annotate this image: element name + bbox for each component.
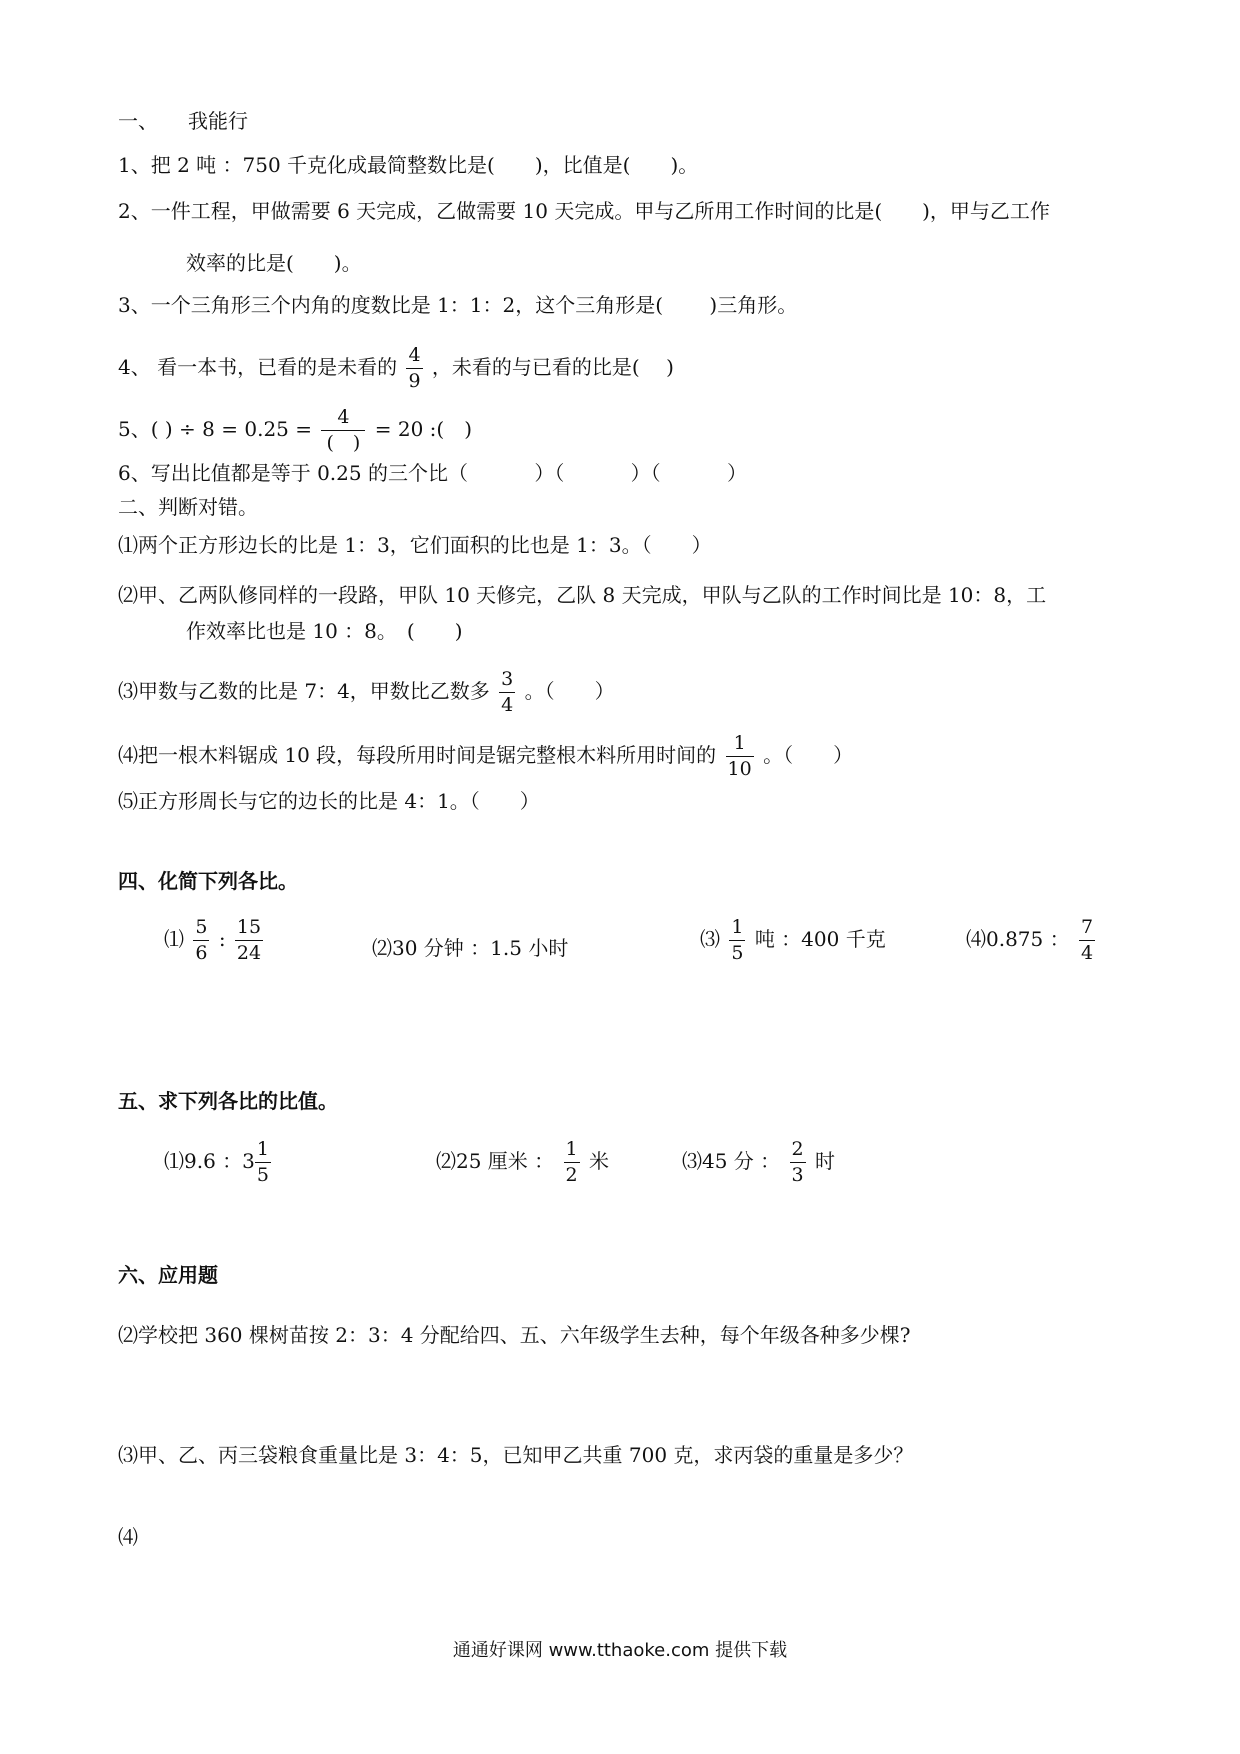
application-2: ⑵学校把 360 棵树苗按 2：3：4 分配给四、五、六年级学生去种，每个年级各种多少棵? — [118, 1323, 911, 1347]
simplify-1 — [164, 918, 266, 963]
fraction-numerator: 5 — [195, 916, 208, 938]
footer-credit: 通通好课网 www.tthaoke.com 提供下载 — [452, 1640, 788, 1661]
fraction-denominator: 10 — [727, 758, 752, 780]
fraction-numerator: 1 — [733, 732, 746, 754]
question-1: 1、把 2 吨 ：750 千克化成最简整数比是( )，比值是( )。 — [118, 153, 699, 177]
fraction-numerator: 3 — [501, 668, 514, 690]
application-4: ⑷ — [118, 1525, 138, 1549]
simplify-4-text: ⑷0.875 ： — [966, 927, 1070, 951]
ratio-value-3-text: ⑶45 分 ： — [682, 1149, 781, 1173]
fraction-denominator: 3 — [791, 1164, 804, 1186]
judge-5: ⑸正方形周长与它的边长的比是 4：1。（ ） — [118, 789, 540, 813]
judge-4-text: ⑷把一根木料锯成 10 段，每段所用时间是锯完整根木料所用时间的 — [118, 743, 717, 767]
fraction-denominator: 2 — [565, 1164, 578, 1186]
judge-2-line-2: 作效率比也是 10 ：8。 ( ) — [186, 619, 463, 643]
fraction-numerator: 1 — [565, 1138, 578, 1160]
question-2-line-2: 效率的比是( )。 — [186, 251, 362, 275]
fraction-numerator: 15 — [236, 916, 262, 938]
judge-2-line-1: ⑵甲、乙两队修同样的一段路，甲队 10 天修完，乙队 8 天完成，甲队与乙队的工作时间比是 10：8，工 — [118, 583, 1047, 607]
fraction-numerator: 1 — [256, 1138, 269, 1160]
simplify-3 — [700, 918, 886, 963]
section-1-title: 一、 我能行 — [118, 109, 248, 133]
fraction-numerator: 4 — [337, 406, 350, 428]
fraction-denominator: 5 — [731, 942, 744, 964]
fraction-numerator: 4 — [408, 344, 421, 366]
section-4-title: 四、化简下列各比。 — [118, 869, 298, 893]
judge-4-fraction — [726, 734, 754, 779]
judge-3 — [118, 670, 615, 715]
ratio-value-2-fraction — [564, 1140, 580, 1185]
question-6: 6、写出比值都是等于 0.25 的三个比（ ）（ ）（ ） — [118, 461, 748, 485]
section-2-title: 二、判断对错。 — [118, 495, 258, 519]
application-3: ⑶甲、乙、丙三袋粮食重量比是 3：4：5，已知甲乙共重 700 克，求丙袋的重量是多少？ — [118, 1443, 914, 1467]
fraction-denominator: 9 — [408, 370, 421, 392]
simplify-1-label: ⑴ — [164, 927, 184, 951]
question-4-tail: ，未看的与已看的比是( ) — [431, 355, 674, 379]
judge-4-tail: 。（ ） — [763, 743, 854, 767]
fraction-numerator: 1 — [731, 916, 744, 938]
ratio-value-2-tail: 米 — [588, 1149, 609, 1173]
ratio-value-2-text: ⑵25 厘米 ： — [436, 1149, 555, 1173]
judge-4 — [118, 734, 853, 779]
simplify-1-fraction-a — [193, 918, 209, 963]
ratio-value-1 — [164, 1140, 274, 1185]
judge-1: ⑴两个正方形边长的比是 1：3，它们面积的比也是 1：3。（ ） — [118, 533, 712, 557]
fraction-numerator: 7 — [1080, 916, 1094, 938]
ratio-value-3 — [682, 1140, 835, 1185]
question-4-fraction — [406, 346, 422, 391]
question-5 — [118, 408, 472, 453]
ratio-value-1-fraction — [255, 1140, 271, 1185]
simplify-1-fraction-b — [235, 918, 263, 963]
ratio-value-1-text: ⑴9.6 ：3 — [164, 1149, 255, 1173]
simplify-4 — [966, 918, 1098, 963]
simplify-4-fraction — [1079, 918, 1095, 963]
fraction-denominator: ( ) — [321, 430, 365, 453]
fraction-denominator: 6 — [195, 942, 208, 964]
simplify-3-tail: 吨 ：400 千克 — [754, 927, 886, 951]
ratio-value-3-tail: 时 — [814, 1149, 835, 1173]
ratio-value-2 — [436, 1140, 609, 1185]
fraction-denominator: 4 — [1080, 942, 1094, 964]
question-4 — [118, 346, 674, 391]
question-5-text: 5、( ) ÷ 8 = 0.25 = — [118, 417, 313, 441]
fraction-numerator: 2 — [791, 1138, 804, 1160]
question-2-line-1: 2、一件工程，甲做需要 6 天完成，乙做需要 10 天完成。甲与乙所用工作时间的比是( )，甲与乙工作 — [118, 199, 1050, 223]
fraction-denominator: 4 — [501, 694, 514, 716]
judge-3-text: ⑶甲数与乙数的比是 7：4，甲数比乙数多 — [118, 679, 490, 703]
judge-3-fraction — [499, 670, 515, 715]
simplify-2: ⑵30 分钟 ：1.5 小时 — [372, 936, 569, 960]
question-4-text: 4、 看一本书，已看的是未看的 — [118, 355, 398, 379]
question-3: 3、一个三角形三个内角的度数比是 1：1：2，这个三角形是( )三角形。 — [118, 293, 798, 317]
question-5-fraction — [321, 408, 365, 453]
ratio-colon: : — [218, 927, 226, 951]
ratio-value-3-fraction — [790, 1140, 806, 1185]
question-5-tail: = 20 :( ) — [374, 417, 472, 441]
simplify-3-label: ⑶ — [700, 927, 720, 951]
fraction-denominator: 24 — [236, 942, 262, 964]
judge-3-tail: 。（ ） — [524, 679, 615, 703]
section-6-title: 六、应用题 — [118, 1263, 218, 1287]
simplify-3-fraction — [729, 918, 745, 963]
fraction-denominator: 5 — [256, 1164, 269, 1186]
section-5-title: 五、求下列各比的比值。 — [118, 1089, 338, 1113]
